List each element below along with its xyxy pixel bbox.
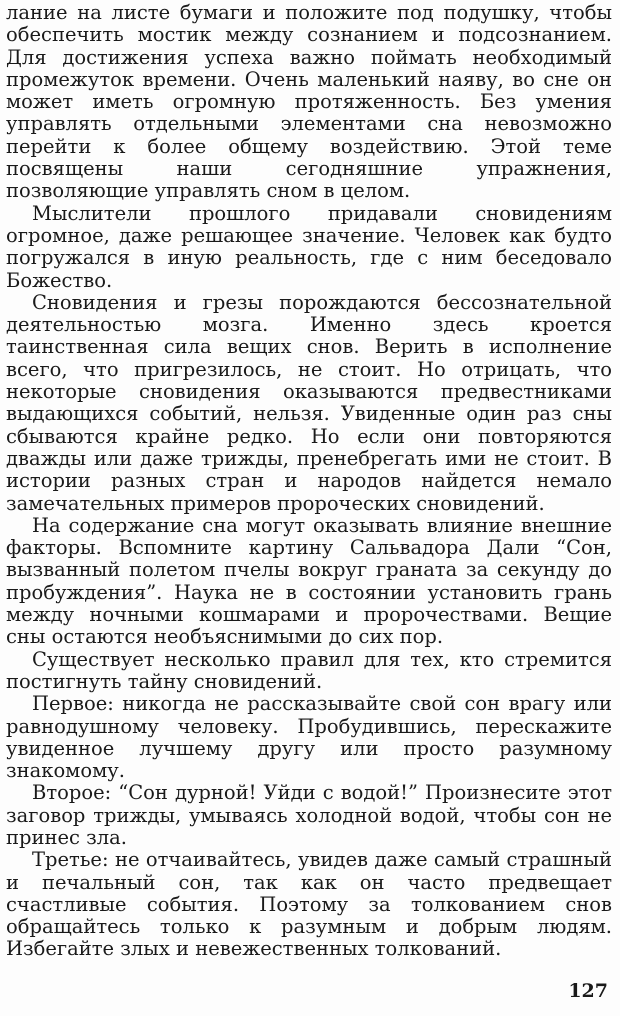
page-number: 127	[568, 980, 608, 1002]
paragraph: На содержание сна могут оказывать влияние внешние факторы. Вспомните картину Сальвадора Дали “Сон, вызванный полетом пчелы вокруг граната за секунду до пробуждения”. Наука не в состоянии установить грань между ночными кошмарами и пророчествами. Вещие сны остаются необъяснимыми до сих пор.	[6, 513, 612, 649]
paragraph-continuation: лание на листе бумаги и положите под подушку, чтобы обеспечить мостик между сознанием и подсознанием. Для достижения успеха важно поймать необходимый промежуток времени. Очень маленький наяву, во сне он может иметь огромную протяженность. Без умения управлять отдельными элементами сна невозможно перейти к более общему воздействию. Этой теме посвящены наши сегодняшние упражнения, позволяющие управлять сном в целом.	[6, 1, 612, 203]
paragraph: Второе: “Сон дурной! Уйди с водой!” Произнесите этот заговор трижды, умываясь холодной водой, чтобы сон не принес зла.	[6, 781, 612, 849]
paragraph: Существует несколько правил для тех, кто стремится постигнуть тайну сновидений.	[6, 647, 612, 693]
body-text	[6, 2, 612, 961]
paragraph: Мыслители прошлого придавали сновидениям огромное, даже решающее значение. Человек как будто погружался в иную реальность, где с ним беседовало Божество.	[6, 201, 612, 292]
paragraph: Сновидения и грезы порождаются бессознательной деятельностью мозга. Именно здесь кроется таинственная сила вещих снов. Верить в исполнение всего, что пригрезилось, не стоит. Но отрицать, что некоторые сновидения оказываются предвестниками выдающихся событий, нельзя. Увиденные один раз сны сбываются крайне редко. Но если они повторяются дважды или даже трижды, пренебрегать ими не стоит. В истории разных стран и народов найдется немало замечательных примеров пророческих сновидений.	[6, 290, 612, 515]
paragraph: Третье: не отчаивайтесь, увидев даже самый страшный и печальный сон, так как он часто предвещает счастливые события. Поэтому за толкованием снов обращайтесь только к разумным и добрым людям. Избегайте злых и невежественных толкований.	[6, 848, 612, 961]
paragraph: Первое: никогда не рассказывайте свой сон врагу или равнодушному человеку. Пробудившись, перескажите увиденное лучшему другу или просто разумному знакомому.	[6, 692, 612, 783]
